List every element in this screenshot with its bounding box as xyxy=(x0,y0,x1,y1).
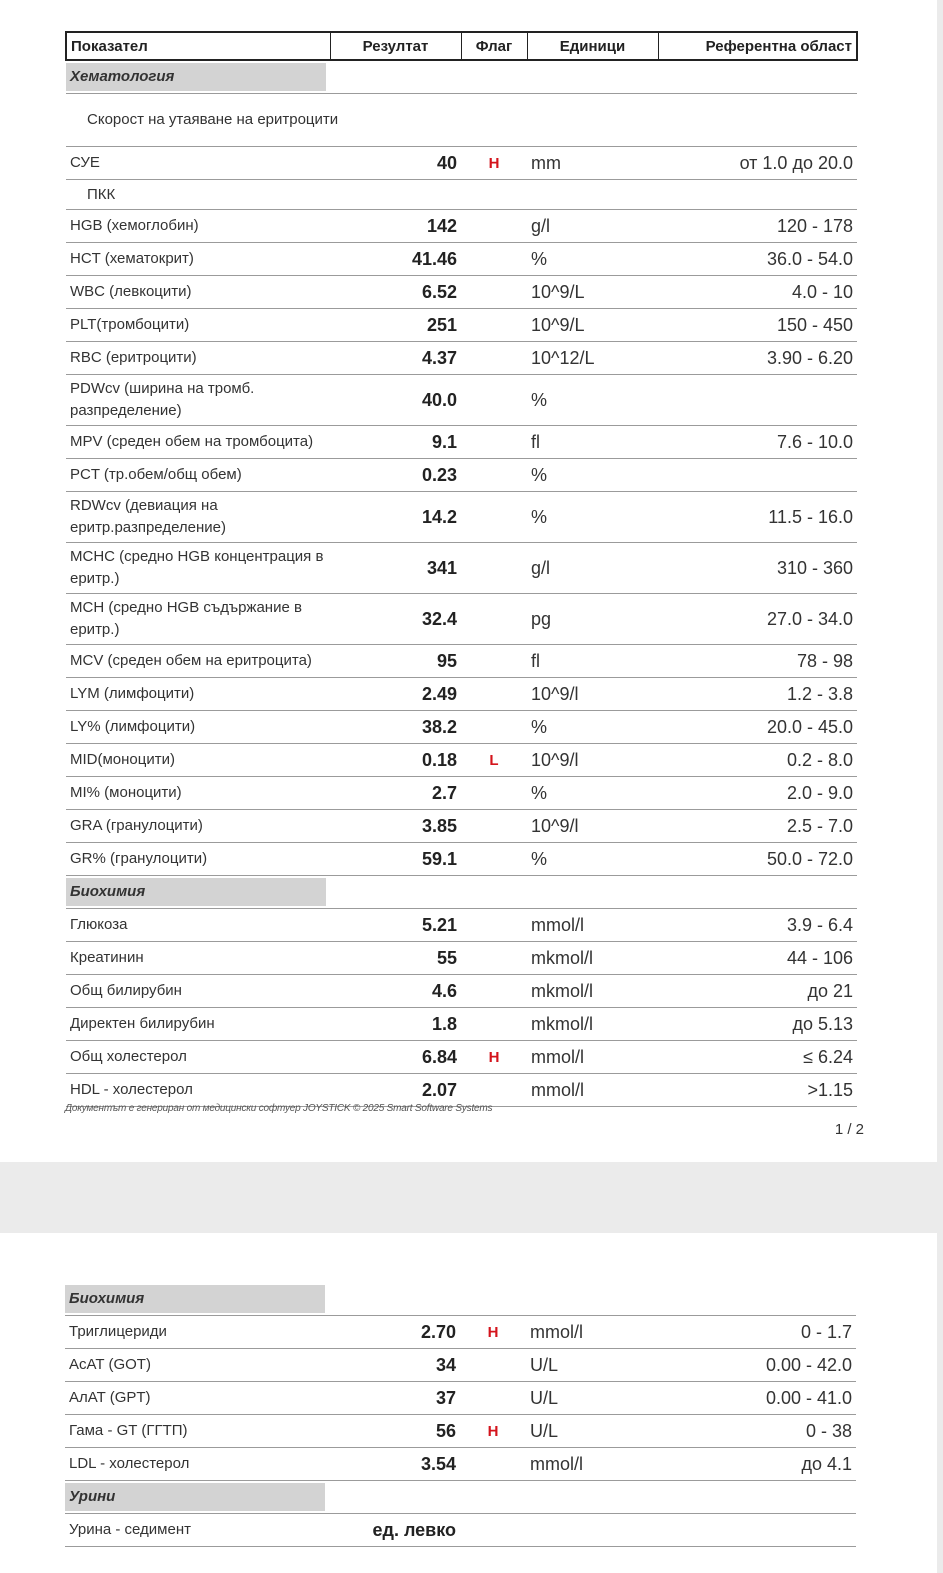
flag-badge xyxy=(460,1448,526,1481)
reference-range xyxy=(658,459,857,492)
result-value: 56 xyxy=(329,1415,460,1448)
test-name: HGB (хемоглобин) xyxy=(66,210,330,243)
flag-badge xyxy=(461,210,527,243)
unit-value: % xyxy=(527,459,658,492)
unit-value: mkmol/l xyxy=(527,942,658,975)
result-value: 55 xyxy=(330,942,461,975)
unit-value: mkmol/l xyxy=(527,1008,658,1041)
test-name: Триглицериди xyxy=(65,1316,329,1349)
unit-value: mkmol/l xyxy=(527,975,658,1008)
result-value: ед. левко xyxy=(329,1514,460,1547)
subgroup-label: ПКК xyxy=(66,180,461,210)
flag-badge xyxy=(461,843,527,876)
reference-range: 120 - 178 xyxy=(658,210,857,243)
table-row xyxy=(66,276,857,309)
reference-range: 44 - 106 xyxy=(658,942,857,975)
table-row xyxy=(66,459,857,492)
result-value: 2.7 xyxy=(330,777,461,810)
table-row xyxy=(65,1415,856,1448)
table-row xyxy=(66,909,857,942)
empty-cell xyxy=(461,94,857,147)
table-row xyxy=(66,810,857,843)
test-name: AcAT (GOT) xyxy=(65,1349,329,1382)
section-cell xyxy=(66,876,857,909)
result-value: 41.46 xyxy=(330,243,461,276)
table-row xyxy=(66,309,857,342)
table-row xyxy=(66,942,857,975)
flag-badge xyxy=(461,1074,527,1107)
table-row xyxy=(66,975,857,1008)
table-row xyxy=(66,1008,857,1041)
result-value: 40.0 xyxy=(330,375,461,426)
flag-badge: H xyxy=(461,1041,527,1074)
reference-range: 0 - 38 xyxy=(657,1415,856,1448)
flag-badge xyxy=(461,645,527,678)
test-name: PDWcv (ширина на тромб. разпределение) xyxy=(66,375,330,426)
section-header xyxy=(66,60,857,94)
test-name: Глюкоза xyxy=(66,909,330,942)
unit-value: fl xyxy=(527,426,658,459)
result-value: 251 xyxy=(330,309,461,342)
flag-badge xyxy=(461,942,527,975)
test-name: Урина - седимент xyxy=(65,1514,329,1547)
unit-value: pg xyxy=(527,594,658,645)
section-cell xyxy=(66,60,857,94)
unit-value: 10^9/L xyxy=(527,309,658,342)
reference-range: 0.2 - 8.0 xyxy=(658,744,857,777)
unit-value: fl xyxy=(527,645,658,678)
test-name: MI% (моноцити) xyxy=(66,777,330,810)
test-name: PLT(тромбоцити) xyxy=(66,309,330,342)
flag-badge xyxy=(461,459,527,492)
flag-badge xyxy=(461,810,527,843)
reference-range: до 21 xyxy=(658,975,857,1008)
unit-value: mmol/l xyxy=(527,909,658,942)
section-title: Биохимия xyxy=(65,1285,325,1313)
unit-value: 10^9/l xyxy=(527,678,658,711)
reference-range: 20.0 - 45.0 xyxy=(658,711,857,744)
flag-badge xyxy=(461,342,527,375)
unit-value: g/l xyxy=(527,210,658,243)
section-header xyxy=(66,876,857,909)
unit-value: 10^9/L xyxy=(527,276,658,309)
reference-range: ≤ 6.24 xyxy=(658,1041,857,1074)
test-name: Общ холестерол xyxy=(66,1041,330,1074)
unit-value: U/L xyxy=(526,1415,657,1448)
result-value: 32.4 xyxy=(330,594,461,645)
table-row xyxy=(66,210,857,243)
empty-cell xyxy=(461,180,857,210)
reference-range: от 1.0 до 20.0 xyxy=(658,147,857,180)
section-cell xyxy=(65,1283,856,1316)
subgroup-row xyxy=(66,180,857,210)
table-row xyxy=(66,711,857,744)
result-value: 4.6 xyxy=(330,975,461,1008)
result-value: 2.70 xyxy=(329,1316,460,1349)
test-name: Гама - GT (ГГТП) xyxy=(65,1415,329,1448)
reference-range: до 4.1 xyxy=(657,1448,856,1481)
footer-note: Документът е генериран от медицински софтуер JOYSTICK © 2025 Smart Software Systems xyxy=(65,1103,493,1114)
unit-value: % xyxy=(527,243,658,276)
unit-value: U/L xyxy=(526,1382,657,1415)
flag-badge xyxy=(461,909,527,942)
result-value: 14.2 xyxy=(330,492,461,543)
test-name: MID(моноцити) xyxy=(66,744,330,777)
header-name: Показател xyxy=(66,32,330,60)
test-name: Общ билирубин xyxy=(66,975,330,1008)
test-name: AлAT (GPT) xyxy=(65,1382,329,1415)
reference-range: >1.15 xyxy=(658,1074,857,1107)
result-value: 4.37 xyxy=(330,342,461,375)
test-name: RBC (еритроцити) xyxy=(66,342,330,375)
flag-badge xyxy=(461,543,527,594)
page-number: 1 / 2 xyxy=(834,1121,864,1138)
reference-range: до 5.13 xyxy=(658,1008,857,1041)
flag-badge xyxy=(461,492,527,543)
section-title: Биохимия xyxy=(66,878,326,906)
flag-badge: L xyxy=(461,744,527,777)
flag-badge xyxy=(461,678,527,711)
subgroup-label: Скорост на утаяване на еритроцити xyxy=(66,94,461,147)
unit-value: 10^9/l xyxy=(527,810,658,843)
section-title: Урини xyxy=(65,1483,325,1511)
test-name: GR% (гранулоцити) xyxy=(66,843,330,876)
result-value: 95 xyxy=(330,645,461,678)
table-row xyxy=(65,1448,856,1481)
reference-range: 50.0 - 72.0 xyxy=(658,843,857,876)
reference-range: 3.9 - 6.4 xyxy=(658,909,857,942)
reference-range: 0.00 - 42.0 xyxy=(657,1349,856,1382)
reference-range: 11.5 - 16.0 xyxy=(658,492,857,543)
test-name: MCH (средно HGB съдържание в еритр.) xyxy=(66,594,330,645)
test-name: LDL - холестерол xyxy=(65,1448,329,1481)
header-flag: Флаг xyxy=(461,32,527,60)
flag-badge xyxy=(461,975,527,1008)
table-row xyxy=(65,1514,856,1547)
reference-range: 0.00 - 41.0 xyxy=(657,1382,856,1415)
table-row xyxy=(65,1316,856,1349)
table-body xyxy=(65,1283,856,1547)
unit-value: 10^12/L xyxy=(527,342,658,375)
flag-badge xyxy=(461,594,527,645)
result-value: 142 xyxy=(330,210,461,243)
reference-range: 2.5 - 7.0 xyxy=(658,810,857,843)
flag-badge xyxy=(461,309,527,342)
table-row xyxy=(66,375,857,426)
unit-value: mm xyxy=(527,147,658,180)
flag-badge: H xyxy=(460,1316,526,1349)
results-table xyxy=(65,31,858,1107)
test-name: WBC (левкоцити) xyxy=(66,276,330,309)
unit-value xyxy=(526,1514,657,1547)
unit-value: % xyxy=(527,711,658,744)
unit-value: mmol/l xyxy=(527,1041,658,1074)
result-value: 2.07 xyxy=(330,1074,461,1107)
test-name: MCV (среден обем на еритроцита) xyxy=(66,645,330,678)
unit-value: % xyxy=(527,375,658,426)
table-row xyxy=(66,492,857,543)
flag-badge xyxy=(460,1349,526,1382)
result-value: 5.21 xyxy=(330,909,461,942)
reference-range: 4.0 - 10 xyxy=(658,276,857,309)
section-header xyxy=(65,1481,856,1514)
flag-badge xyxy=(461,243,527,276)
reference-range xyxy=(658,375,857,426)
test-name: HCT (хематокрит) xyxy=(66,243,330,276)
result-value: 0.18 xyxy=(330,744,461,777)
reference-range: 2.0 - 9.0 xyxy=(658,777,857,810)
table-row xyxy=(66,594,857,645)
test-name: LY% (лимфоцити) xyxy=(66,711,330,744)
reference-range: 7.6 - 10.0 xyxy=(658,426,857,459)
reference-range: 150 - 450 xyxy=(658,309,857,342)
result-value: 59.1 xyxy=(330,843,461,876)
table-header xyxy=(66,32,857,60)
table-row xyxy=(66,342,857,375)
reference-range: 3.90 - 6.20 xyxy=(658,342,857,375)
test-name: Креатинин xyxy=(66,942,330,975)
flag-badge xyxy=(461,426,527,459)
table-body xyxy=(66,60,857,1107)
flag-badge xyxy=(461,711,527,744)
flag-badge xyxy=(461,375,527,426)
table-row xyxy=(66,543,857,594)
test-name: LYM (лимфоцити) xyxy=(66,678,330,711)
flag-badge xyxy=(461,777,527,810)
table-row xyxy=(66,426,857,459)
test-name: СУЕ xyxy=(66,147,330,180)
unit-value: % xyxy=(527,492,658,543)
result-value: 0.23 xyxy=(330,459,461,492)
table-row xyxy=(66,645,857,678)
result-value: 1.8 xyxy=(330,1008,461,1041)
table-row xyxy=(65,1349,856,1382)
flag-badge: H xyxy=(461,147,527,180)
table-row xyxy=(66,777,857,810)
test-name: MPV (среден обем на тромбоцита) xyxy=(66,426,330,459)
table-row xyxy=(66,1074,857,1107)
test-name: GRA (гранулоцити) xyxy=(66,810,330,843)
table-row xyxy=(66,147,857,180)
result-value: 3.54 xyxy=(329,1448,460,1481)
test-name: MCHC (средно HGB концентрация в еритр.) xyxy=(66,543,330,594)
unit-value: mmol/l xyxy=(526,1448,657,1481)
result-value: 2.49 xyxy=(330,678,461,711)
section-header xyxy=(65,1283,856,1316)
result-value: 341 xyxy=(330,543,461,594)
unit-value: 10^9/l xyxy=(527,744,658,777)
flag-badge xyxy=(461,276,527,309)
result-value: 37 xyxy=(329,1382,460,1415)
unit-value: % xyxy=(527,843,658,876)
unit-value: mmol/l xyxy=(526,1316,657,1349)
table-row xyxy=(65,1382,856,1415)
test-name: PCT (тр.обем/общ обем) xyxy=(66,459,330,492)
result-value: 3.85 xyxy=(330,810,461,843)
header-reference: Референтна област xyxy=(658,32,857,60)
unit-value: g/l xyxy=(527,543,658,594)
table-row xyxy=(66,843,857,876)
flag-badge xyxy=(461,1008,527,1041)
header-units: Единици xyxy=(527,32,658,60)
test-name: Директен билирубин xyxy=(66,1008,330,1041)
report-page-2 xyxy=(0,1233,937,1573)
header-result: Резултат xyxy=(330,32,461,60)
reference-range: 78 - 98 xyxy=(658,645,857,678)
section-title: Хематология xyxy=(66,63,326,91)
section-cell xyxy=(65,1481,856,1514)
flag-badge: H xyxy=(460,1415,526,1448)
test-name: RDWcv (девиация на еритр.разпределение) xyxy=(66,492,330,543)
table-row xyxy=(66,744,857,777)
unit-value: % xyxy=(527,777,658,810)
reference-range xyxy=(657,1514,856,1547)
result-value: 9.1 xyxy=(330,426,461,459)
unit-value: mmol/l xyxy=(527,1074,658,1107)
table-row xyxy=(66,678,857,711)
reference-range: 1.2 - 3.8 xyxy=(658,678,857,711)
result-value: 40 xyxy=(330,147,461,180)
result-value: 6.84 xyxy=(330,1041,461,1074)
table-row xyxy=(66,1041,857,1074)
subgroup-row xyxy=(66,94,857,147)
flag-badge xyxy=(460,1514,526,1547)
reference-range: 27.0 - 34.0 xyxy=(658,594,857,645)
result-value: 34 xyxy=(329,1349,460,1382)
result-value: 38.2 xyxy=(330,711,461,744)
result-value: 6.52 xyxy=(330,276,461,309)
flag-badge xyxy=(460,1382,526,1415)
reference-range: 0 - 1.7 xyxy=(657,1316,856,1349)
reference-range: 36.0 - 54.0 xyxy=(658,243,857,276)
test-name: HDL - холестерол xyxy=(66,1074,330,1107)
results-table xyxy=(65,1283,856,1547)
reference-range: 310 - 360 xyxy=(658,543,857,594)
unit-value: U/L xyxy=(526,1349,657,1382)
table-row xyxy=(66,243,857,276)
